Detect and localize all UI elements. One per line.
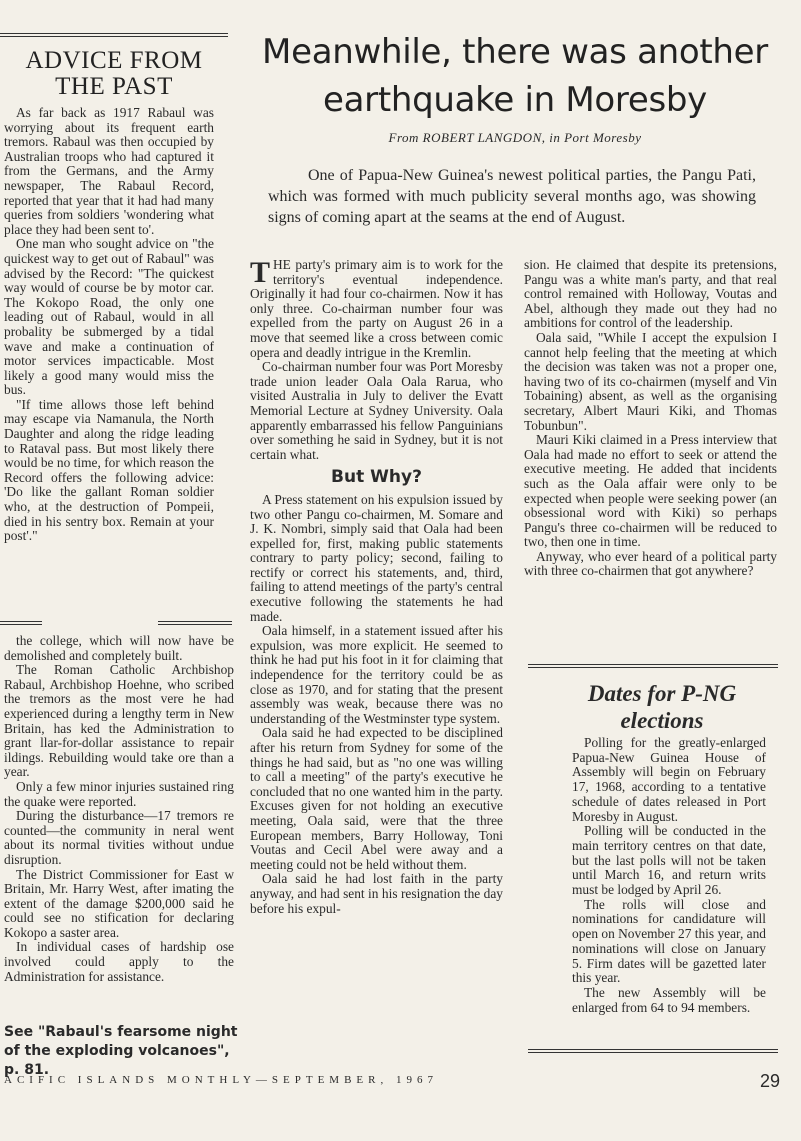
article-paragraph: Mauri Kiki claimed in a Press interview that Oala had made no effort to seek or attend the executive meeting. He added that incidents such as the Oala affair were only to be expected when people were seeking power (an obsessional word with Kiki) so perhaps Pangu's three co-chairmen will be reduced to two, then one in time. — [524, 432, 777, 550]
page-number: 29 — [760, 1071, 781, 1091]
sidebar-paragraph: Polling for the greatly-enlarged Papua-New Guinea House of Assembly will begin on February 17, 1968, according to a tentative schedule of dates released in Port Moresby in August. — [572, 735, 766, 824]
article-paragraph: Co-chairman number four was Port Moresby trade union leader Oala Oala Rarua, who visited Australia in July to deliver the Evatt Memorial Lecture at Sydney University. Oala apparently embarrassed his fellow Panguinians over something he said in Sydney, but it is not certain what. — [250, 359, 503, 462]
headline: Meanwhile, there was another earthquake in Moresby — [262, 32, 768, 120]
continued-paragraph: Only a few minor injuries sustained ring the quake were reported. — [4, 778, 234, 809]
article-column-2 — [524, 258, 777, 579]
sidebar-paragraph: Polling will be conducted in the main territory centres on that date, but the last polls will not be taken until March 16, and return writs must be lodged by April 26. — [572, 823, 766, 898]
top-rule-left — [0, 33, 228, 37]
advice-title: ADVICE FROM THE PAST — [25, 47, 203, 100]
continued-paragraph: The Roman Catholic Archbishop Rabaul, Archbishop Hoehne, who scribed the tremors as the most vere he had experienced during a lengthy term in New Britain, has ked the Administration to grant llar-for-dollar assistance to repair ildings. Rebuilding would take ore than a year. — [4, 662, 234, 780]
continued-paragraph: During the disturbance—17 tremors re counted—the community in neral went about its normal tivities without undue disruption. — [4, 808, 234, 867]
article-paragraph: A Press statement on his expulsion issued by two other Pangu co-chairmen, M. Somare and J. K. Nombri, simply said that Oala had been expelled for, first, making public statements contrary to party policy; second, failing to rectify or correct his statements, and, third, failing to attend meetings of the party's central executive following the statements he had made. — [250, 491, 503, 624]
sidebar-body — [572, 736, 766, 1015]
article-paragraph: Anyway, who ever heard of a political party with three co-chairmen that got anywhere? — [524, 548, 777, 579]
subhead: But Why? — [331, 467, 422, 488]
continued-paragraph: the college, which will now have be demolished and completely built. — [4, 633, 234, 663]
advice-paragraph: One man who sought advice on "the quickest way to get out of Rabaul" was advised by the Record: "The quickest way would of course be by motor car. The Kokopo Road, the only one leading out of Rabaul, would in all probality be submerged by a tidal wave and make a continuation of motor services impacticable. Most likely a good many would miss the bus. — [4, 236, 214, 398]
sidebar-title: Dates for P-NG elections — [587, 681, 737, 733]
drop-cap: T — [250, 256, 271, 289]
sidebar-bottom-rule — [528, 1049, 778, 1053]
advice-paragraph: As far back as 1917 Rabaul was worrying about its frequent earth tremors. Rabaul was then occupied by Australian troops who had captured it from the Germans, and the Army newspaper, The Rabaul Record, reported that year that it had had many queries from soldiers 'wondering what place they had been sent to'. — [4, 105, 214, 237]
sidebar-top-rule — [528, 664, 778, 668]
divider-left-a — [0, 621, 42, 625]
advice-paragraph: "If time allows those left behind may escape via Namanula, the North Daughter and along the ridge leading to Rataval pass. But most likely there would be no time, for which reason the Record offers the following advice: 'Do like the gallant Roman soldier who, at the destruction of Pompeii, died in his sentry box. Remain at your post'." — [4, 396, 214, 544]
article-column-1 — [250, 258, 503, 916]
article-paragraph: Oala himself, in a statement issued after his expulsion, was more explicit. He seemed to think he had put his foot in it for claiming that independence for the territory could be as close as 1970, and for stating that the present assembly was weak, because there was no understanding of the Westminster type system. — [250, 623, 503, 726]
article-paragraph: sion. He claimed that despite its pretensions, Pangu was a white man's party, and that real control remained with Holloway, Voutas and Abel, although they made out they had no ambitions for control of the leadership. — [524, 257, 777, 331]
continued-column — [4, 634, 234, 984]
footer-text: ACIFIC ISLANDS MONTHLY—SEPTEMBER, 1967 — [4, 1074, 438, 1086]
article-paragraph: Oala said he had expected to be disciplined after his return from Sydney for some of the things he had said, but as "no one was willing to call a meeting" of the party's executive he concluded that no one wanted him in the party. Excuses given for not holding an executive meeting, Oala said, were that the three European members, Barry Holloway, Toni Voutas and Cecil Abel were away and a meeting could not be held without them. — [250, 725, 503, 872]
divider-left-b — [158, 621, 232, 625]
article-first-paragraph: THE party's primary aim is to work for the territory's eventual independence. Originally it had four co-chairmen. Now it has only three. Co-chairman number four was expelled from the party on August 26 in a move that seemed like a cross between comic opera and deadly intrigue in the Kremlin. — [250, 256, 503, 360]
continued-paragraph: The District Commissioner for East w Britain, Mr. Harry West, after imating the extent of the damage $200,000 said he could see no stification for declaring Kokopo a saster area. — [4, 866, 234, 940]
article-paragraph: Oala said, "While I accept the expulsion I cannot help feeling that the meeting at which the decision was taken was not a proper one, having two of its co-chairmen (myself and Vin Tobaining) absent, as well as the organising secretary, Albert Mauri Kiki, and Thomas Tobunbun". — [524, 329, 777, 433]
continued-paragraph: In individual cases of hardship ose involved could apply to the Administration for assistance. — [4, 939, 234, 984]
article-paragraph: Oala said he had lost faith in the party anyway, and had sent in his resignation the day before his expul- — [250, 871, 503, 916]
see-note: See "Rabaul's fearsome night of the exploding volcanoes", p. 81. — [4, 1024, 238, 1078]
lead-paragraph: One of Papua-New Guinea's newest political parties, the Pangu Pati, which was formed with much publicity several months ago, was showing signs of coming apart at the seams at the end of August. — [268, 167, 756, 226]
byline: From ROBERT LANGDON, in Port Moresby — [388, 130, 642, 145]
advice-column — [4, 106, 214, 544]
sidebar-paragraph: The rolls will close and nominations for candidature will open on November 27 this year, and nominations will close on January 5. Firm dates will be gazetted later this year. — [572, 896, 766, 986]
sidebar-paragraph: The new Assembly will be enlarged from 64 to 94 members. — [572, 984, 766, 1015]
